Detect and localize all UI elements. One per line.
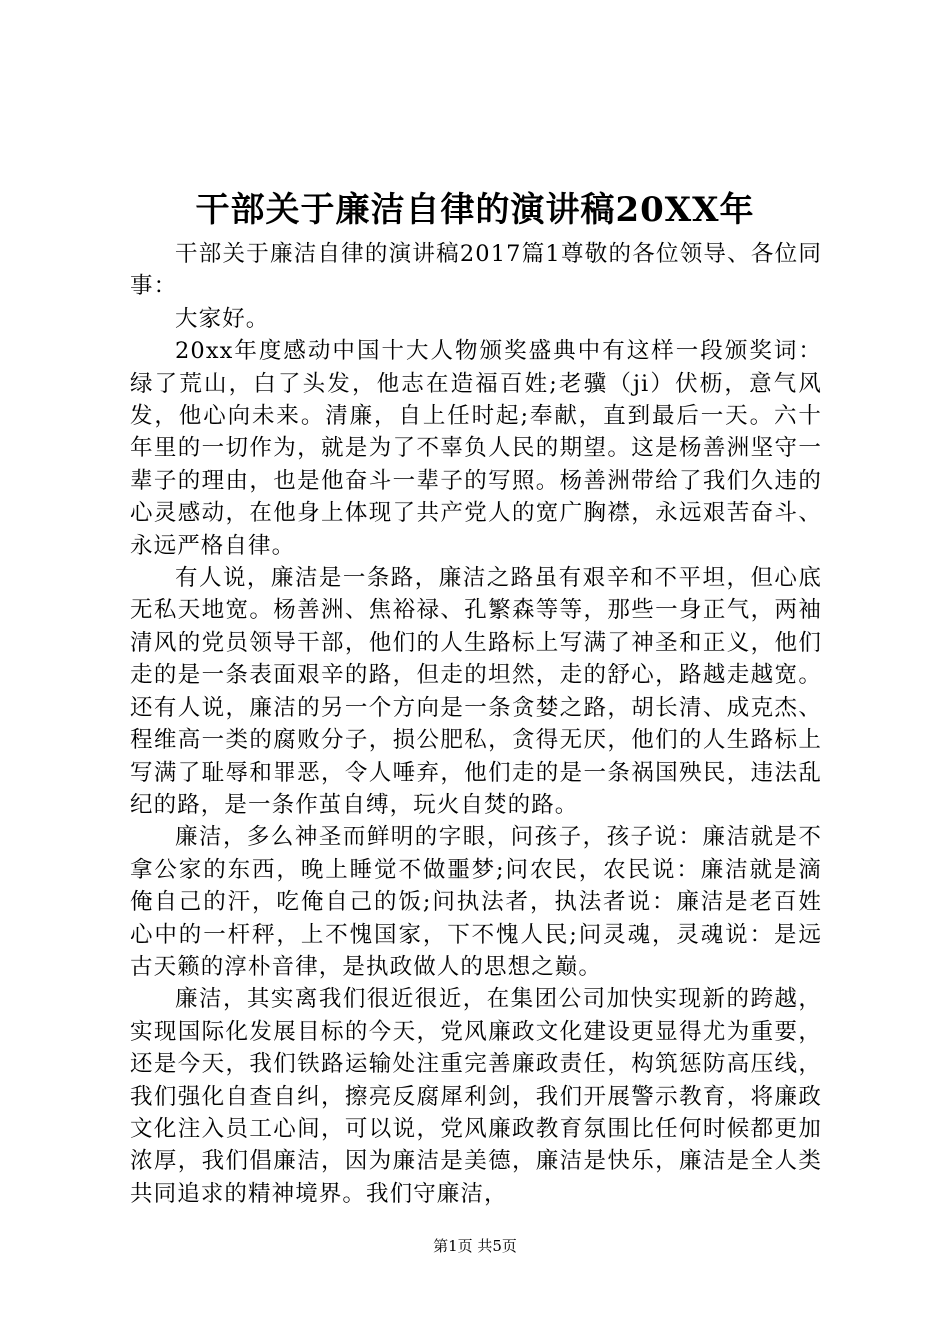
paragraph-greeting: 大家好。 bbox=[175, 305, 270, 332]
paragraph-integrity-close: 廉洁，其实离我们很近很近，在集团公司加快实现新的跨越，实现国际化发展目标的今天，党风廉政文化建设更显得尤为重要，还是今天，我们铁路运输处注重完善廉政责任，构筑惩防高压线，我们强化自查自纠，擦亮反腐犀利剑，我们开展警示教育，将廉政文化注入员工心间，可以说，党风廉政教育氛围比任何时候都更加浓厚，我们倡廉洁，因为廉洁是美德，廉洁是快乐，廉洁是全人类共同追求的精神境界。我们守廉洁， bbox=[130, 986, 822, 1207]
document-body bbox=[130, 238, 822, 1210]
paragraph-award-citation: 20xx年度感动中国十大人物颁奖盛典中有这样一段颁奖词：绿了荒山，白了头发，他志在造福百姓;老骥（ji）伏枥，意气风发，他心向未来。清廉，自上任时起;奉献，直到最后一天。六十年里的一切作为，就是为了不辜负人民的期望。这是杨善洲坚守一辈子的理由，也是他奋斗一辈子的写照。杨善洲带给了我们久违的心灵感动，在他身上体现了共产党人的宽广胸襟，永远艰苦奋斗、永远严格自律。 bbox=[130, 338, 822, 559]
document-title: 干部关于廉洁自律的演讲稿20XX年 bbox=[195, 190, 755, 230]
paragraph-opening: 干部关于廉洁自律的演讲稿2017篇1尊敬的各位领导、各位同事： bbox=[130, 241, 822, 300]
paragraph-what-is-integrity: 廉洁，多么神圣而鲜明的字眼，问孩子，孩子说：廉洁就是不拿公家的东西，晚上睡觉不做噩梦;问农民，农民说：廉洁就是滴俺自己的汗，吃俺自己的饭;问执法者，执法者说：廉洁是老百姓心中的一杆秤，上不愧国家，下不愧人民;问灵魂，灵魂说：是远古天籁的淳朴音律，是执政做人的思想之巅。 bbox=[130, 824, 822, 980]
page-footer: 第1页 共5页 bbox=[433, 1237, 517, 1255]
paragraph-road-of-integrity: 有人说，廉洁是一条路，廉洁之路虽有艰辛和不平坦，但心底无私天地宽。杨善洲、焦裕禄、孔繁森等等，那些一身正气，两袖清风的党员领导干部，他们的人生路标上写满了神圣和正义，他们走的是一条表面艰辛的路，但走的坦然，走的舒心，路越走越宽。还有人说，廉洁的另一个方向是一条贪婪之路，胡长清、成克杰、程维高一类的腐败分子，损公肥私，贪得无厌，他们的人生路标上写满了耻辱和罪恶，令人唾弃，他们走的是一条祸国殃民，违法乱纪的路，是一条作茧自缚，玩火自焚的路。 bbox=[130, 565, 822, 818]
